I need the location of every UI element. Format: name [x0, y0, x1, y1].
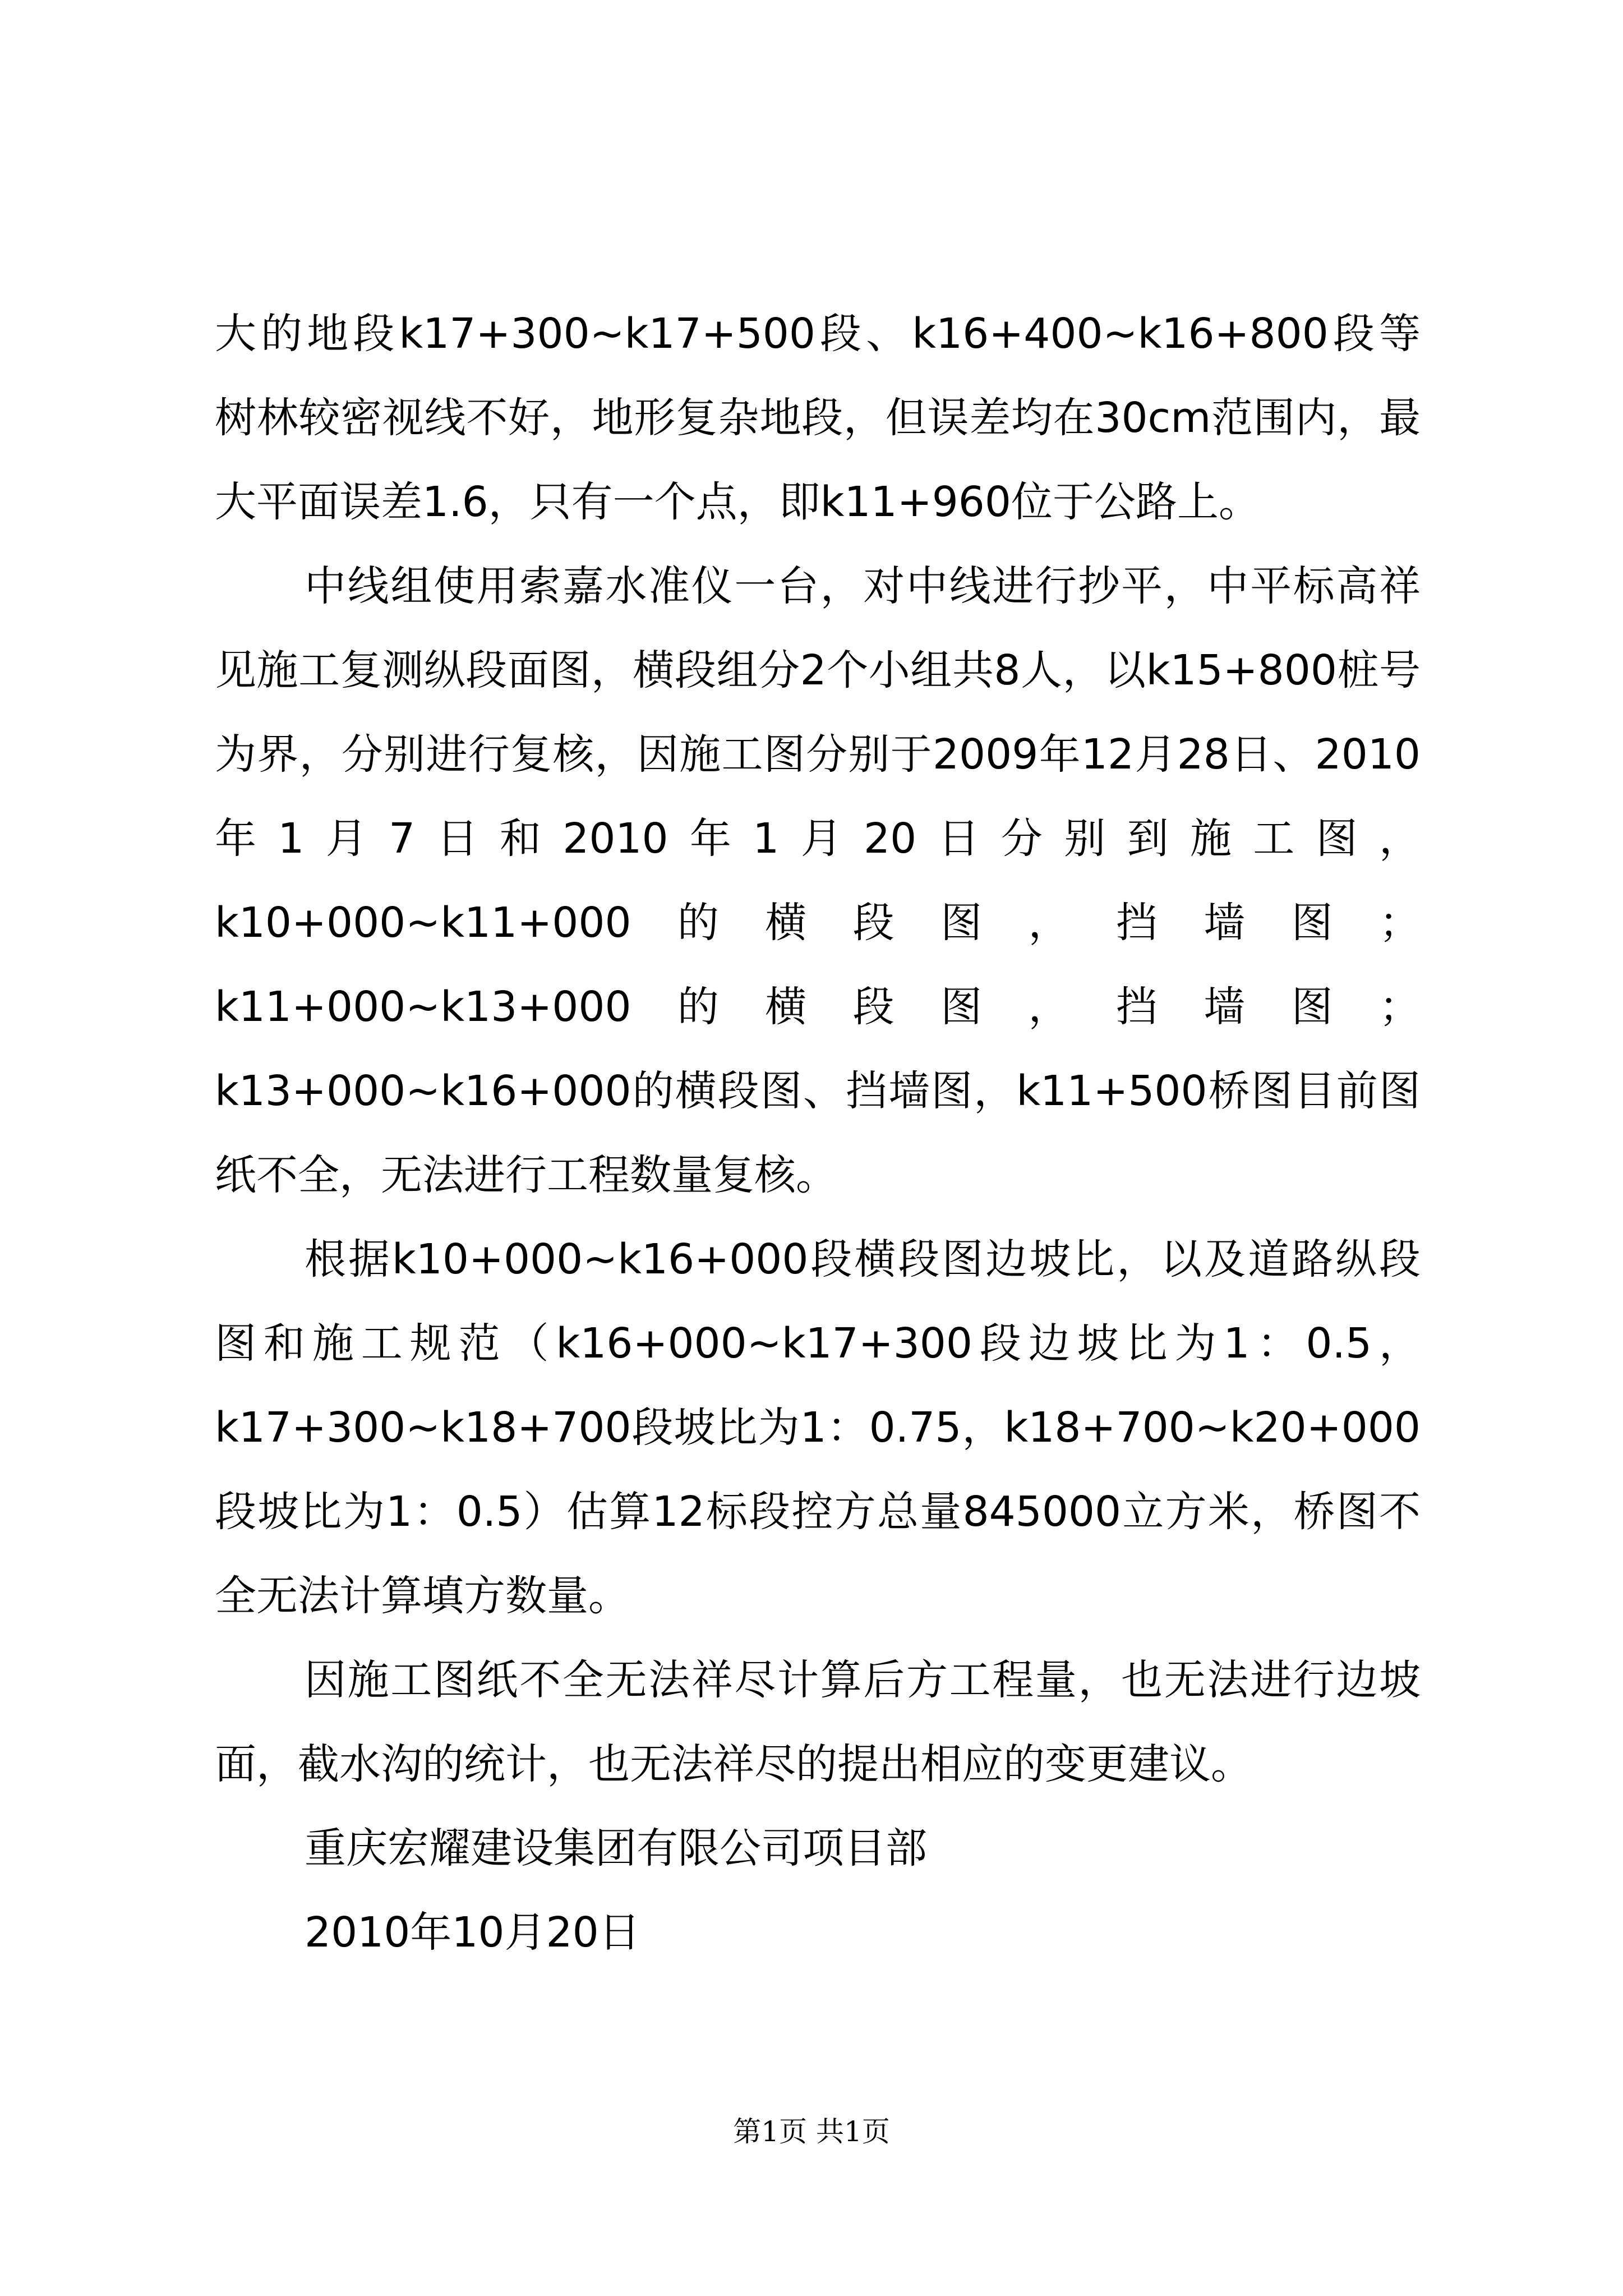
signature-organization: 重庆宏耀建设集团有限公司项目部	[305, 1824, 927, 1872]
paragraph-earthwork-estimate: 根据k10+000~k16+000段横段图边坡比，以及道路纵段图和施工规范（k16+000~k17+300段边坡比为1：0.5，k17+300~k18+700段坡比为1：0.75，k18+700~k20+000段坡比为1：0.5）估算12标段控方总量845000立方米，桥图不全无法计算填方数量。	[215, 1235, 1421, 1620]
document-body	[215, 292, 1421, 1975]
paragraph-centerline-survey: 中线组使用索嘉水准仪一台，对中线进行抄平，中平标高祥见施工复测纵段面图，横段组分2个小组共8人，以k15+800桩号为界，分别进行复核，因施工图分别于2009年12月28日、2010年1月7日和2010年1月20日分别到施工图，k10+000~k11+000的横段图，挡墙图；k11+000~k13+000的横段图，挡墙图；k13+000~k16+000的横段图、挡墙图，k11+500桥图目前图纸不全，无法进行工程数量复核。	[215, 562, 1421, 1199]
page-footer	[0, 2115, 1623, 2148]
page-number: 第1页 共1页	[733, 2115, 890, 2148]
paragraph-incomplete-drawings: 因施工图纸不全无法祥尽计算后方工程量，也无法进行边坡面，截水沟的统计，也无法祥尽的提出相应的变更建议。	[215, 1656, 1421, 1788]
paragraph-survey-errors: 大的地段k17+300~k17+500段、k16+400~k16+800段等树林较密视线不好，地形复杂地段，但误差均在30cm范围内，最大平面误差1.6，只有一个点，即k11+960位于公路上。	[215, 310, 1421, 526]
signature-date: 2010年10月20日	[305, 1908, 640, 1957]
